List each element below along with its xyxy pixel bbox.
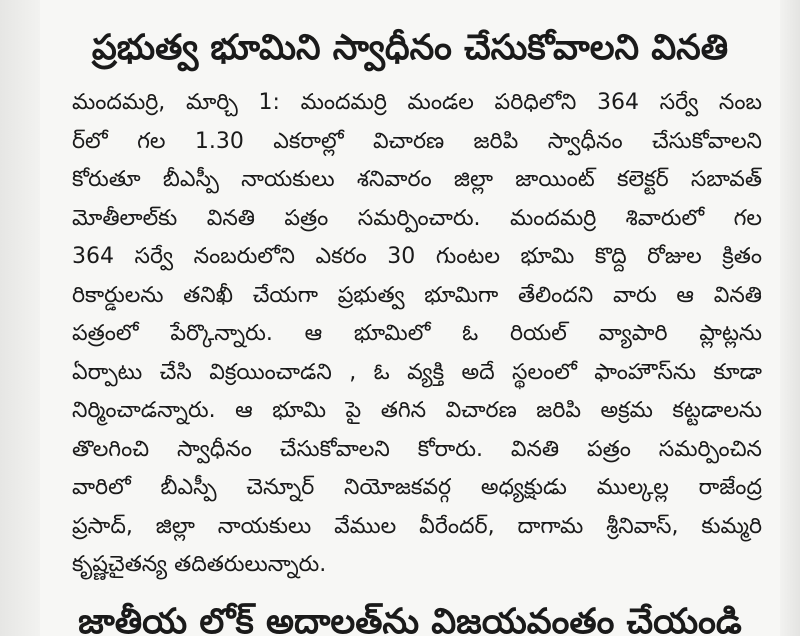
page-edge-right xyxy=(780,0,800,636)
article-line: మందమర్రి, మార్చి 1: మందమర్రి మండల పరిధిలోని 364 సర్వే నంబ xyxy=(72,90,762,115)
article-line: నిర్మించాడన్నారు. ఆ భూమి పై తగిన విచారణ జరిపి అక్రమ కట్టడాలను xyxy=(72,398,762,423)
article-line: కోరుతూ బీఎస్పీ నాయకులు శనివారం జిల్లా జాయింట్ కలెక్టర్ సబావత్ xyxy=(72,167,762,192)
article-line: మోతీలాల్‌కు వినతి పత్రం సమర్పించారు. మందమర్రి శివారులో గల xyxy=(72,205,762,231)
page-edge-left xyxy=(0,0,40,636)
article-line: ప్రసాద్, జిల్లా నాయకులు వేముల వీరేందర్, దాగామ శ్రీనివాస్, కుమ్మరి xyxy=(72,513,762,539)
article-line: 364 సర్వే నంబరులోని ఎకరం 30 గుంటల భూమి కొద్ది రోజుల క్రితం xyxy=(72,244,762,269)
article-body xyxy=(72,84,762,585)
article-line: వారిలో బీఎస్పీ చెన్నూర్ నియోజకవర్గ అధ్యక్షుడు ముల్కల్ల రాజేంద్ర xyxy=(72,475,762,500)
next-article-headline: జాతీయ లోక్ అదాలత్‌ను విజయవంతం చేయండి xyxy=(78,602,742,636)
article-line: పత్రంలో పేర్కొన్నారు. ఆ భూమిలో ఓ రియల్ వ్యాపారి ప్లాట్లను xyxy=(72,321,762,346)
article-line: ర్‌లో గల 1.30 ఎకరాల్లో విచారణ జరిపి స్వాధీనం చేసుకోవాలని xyxy=(72,128,762,154)
article-headline: ప్రభుత్వ భూమిని స్వాధీనం చేసుకోవాలని వినతి xyxy=(91,28,729,68)
article-line: రికార్డులను తనిఖీ చేయగా ప్రభుత్వ భూమిగా తేలిందని వారు ఆ వినతి xyxy=(72,282,762,308)
article-line: ఏర్పాటు చేసి విక్రయించాడని , ఓ వ్యక్తి అదే స్థలంలో ఫాంహౌస్‌ను కూడా xyxy=(72,359,762,385)
article-line: తొలగించి స్వాధీనం చేసుకోవాలని కోరారు. వినతి పత్రం సమర్పించిన xyxy=(72,436,762,462)
article-line: కృష్ణచైతన్య తదితరులున్నారు. xyxy=(72,552,327,577)
